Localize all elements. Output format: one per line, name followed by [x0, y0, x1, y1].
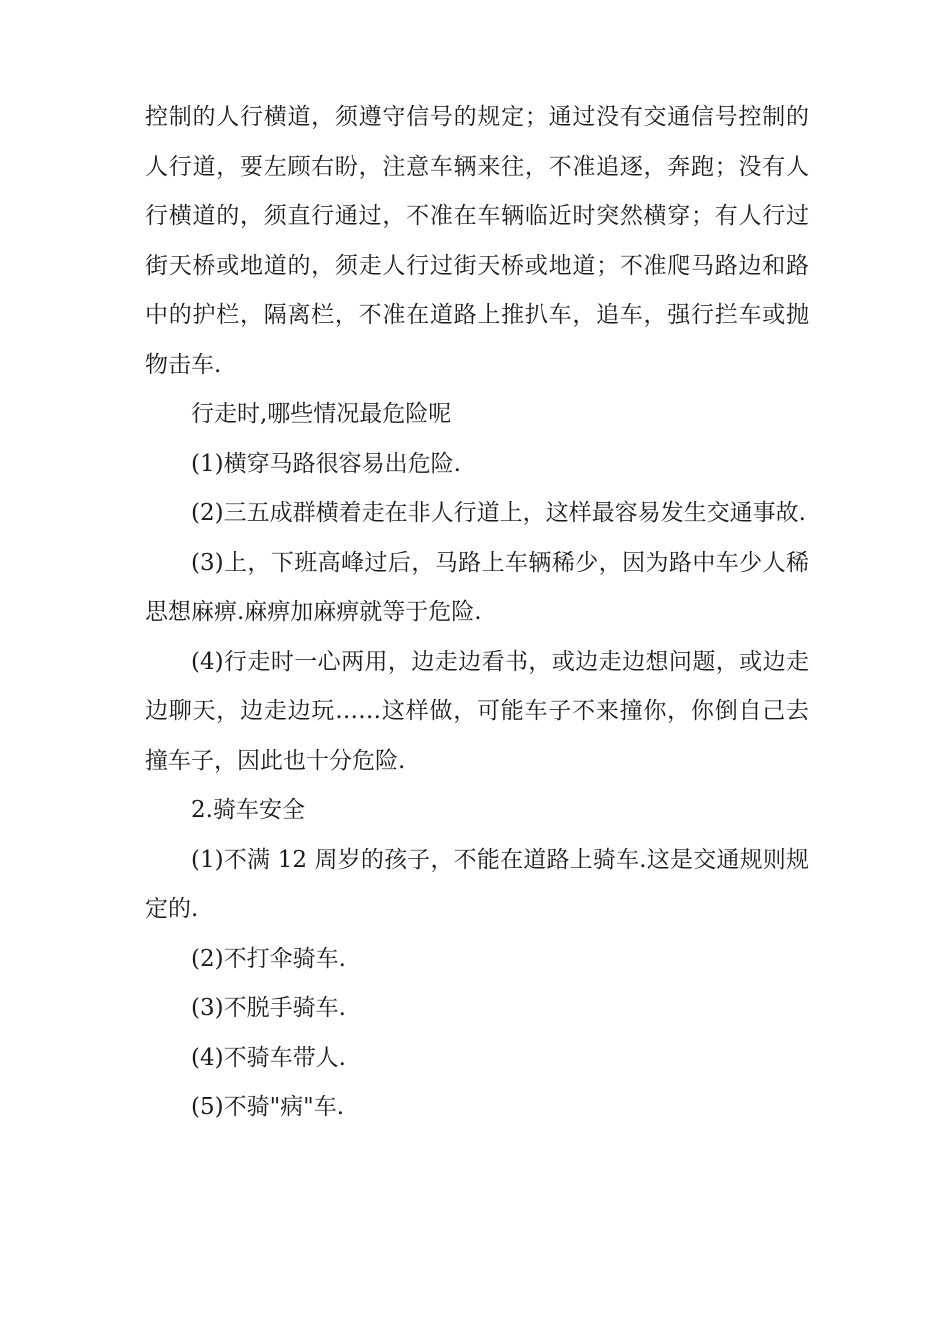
document-page — [145, 93, 809, 1133]
paragraph-2: 行走时,哪些情况最危险呢 — [191, 401, 452, 427]
paragraph-8: (1)不满 12 周岁的孩子，不能在道路上骑车.这是交通规则规定的. — [145, 846, 809, 922]
section-heading-cycling: 2.骑车安全 — [191, 797, 305, 823]
paragraph-5: (3)上，下班高峰过后，马路上车辆稀少，因为路中车少人稀思想麻痹.麻痹加麻痹就等于危险. — [145, 549, 809, 625]
paragraph-12: (5)不骑"病"车. — [191, 1094, 345, 1120]
paragraph-1: 控制的人行横道，须遵守信号的规定；通过没有交通信号控制的人行道，要左顾右盼，注意车辆来往，不准追逐，奔跑；没有人行横道的，须直行通过，不准在车辆临近时突然横穿；有人行过街天桥或地道的，须走人行过街天桥或地道；不准爬马路边和路中的护栏，隔离栏，不准在道路上推扒车，追车，强行拦车或抛物击车. — [145, 104, 809, 378]
paragraph-10: (3)不脱手骑车. — [191, 995, 346, 1021]
paragraph-6: (4)行走时一心两用，边走边看书，或边走边想问题，或边走边聊天，边走边玩……这样做，可能车子不来撞你，你倒自己去撞车子，因此也十分危险. — [145, 648, 809, 774]
paragraph-3: (1)横穿马路很容易出危险. — [191, 450, 461, 477]
paragraph-11: (4)不骑车带人. — [191, 1044, 346, 1071]
paragraph-4: (2)三五成群横着走在非人行道上，这样最容易发生交通事故. — [191, 500, 806, 526]
paragraph-9: (2)不打伞骑车. — [191, 945, 346, 972]
